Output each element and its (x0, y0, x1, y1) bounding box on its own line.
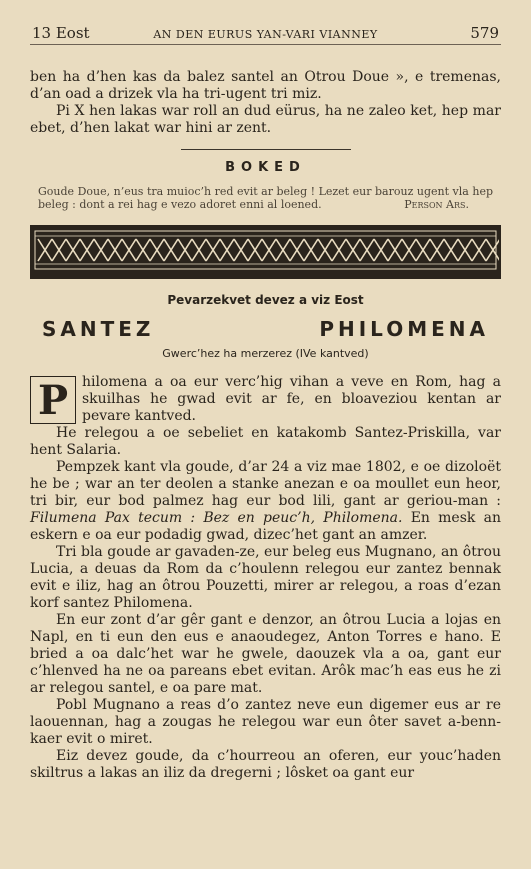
saint-subtitle: Gwerc’hez ha merzerez (IVe kantved) (162, 347, 369, 360)
knotwork-ornament (32, 227, 499, 273)
article-paragraph: hilomena a oa eur verc’hig vihan a veve en Rom, hag a skuilhas he gwad evit ar fe, en bloaveziou kentan ar pevare kantved. (82, 374, 501, 424)
article-paragraph: Pobl Mugnano a reas d’o zantez neve eun digemer eus ar re laouennan, hag a zougas he relegou war eun ôter savet a-benn-kaer evit o miret. (30, 697, 501, 747)
article-paragraph: Tri bla goude ar gavaden-ze, eur beleg eus Mugnano, an ôtrou Lucia, a deuas da Rom da c’houlenn relegou eur zantez bennak evit e iliz, hag an ôtrou Pouzetti, mirer ar relegou, a roas d’ezan korf santez Philomena. (30, 544, 501, 611)
saint-title-word: SANTEZ (42, 317, 155, 341)
paragraph-text: En mesk an eskern e oa eur podadig gwad, dizec’het gant an amzer. (30, 510, 501, 543)
decorative-banner (30, 225, 501, 279)
intro-text (30, 69, 501, 137)
intro-paragraph: Pi X hen lakas war roll an dud eürus, ha ne zaleo ket, hep mar ebet, d’hen lakat war hini ar zent. (30, 103, 501, 136)
boked-heading: BOKED (225, 160, 306, 175)
article-paragraph (30, 459, 501, 544)
article-paragraph: Eiz devez goude, da c’hourreou an oferen, eur youc’haden skiltrus a lakas an iliz da dregerni ; lôsket oa gant eur (30, 748, 501, 781)
saint-title (30, 317, 501, 341)
quote-attribution: Person Ars. (404, 198, 469, 211)
intro-paragraph: ben ha d’hen kas da balez santel an Otrou Doue », e tremenas, d’an oad a drizek vla ha tri-ugent tri miz. (30, 69, 501, 102)
article-paragraph: En eur zont d’ar gêr gant e denzor, an ôtrou Lucia a lojas en Napl, en ti eun den eus e anaoudegez, Anton Torres e hano. E bried a oa dalc’het war he gwele, daouzek vla a oa, gant eur c’hlenved ha ne oa pareans ebet evitan. Arôk mac’h eas eus he zi ar relegou santel, e oa pare mat. (30, 612, 501, 696)
drop-cap-letter: P (37, 376, 69, 424)
section-title: Pevarzekvet devez a viz Eost (167, 293, 364, 307)
running-head-title: AN DEN EURUS YAN-VARI VIANNEY (153, 28, 378, 41)
page-number: 579 (470, 24, 499, 42)
drop-cap (30, 376, 76, 424)
divider-rule (181, 149, 351, 150)
boked-quote (38, 185, 493, 211)
saint-title-word: PHILOMENA (319, 317, 489, 341)
paragraph-text: Pempzek kant vla goude, d’ar 24 a viz mae 1802, e oe dizoloët he be ; war an ter deolen a stanke anezan e oa moullet eun heor, tri bir, eur bod palmez hag eur bod lili, gant ar geriou-man : (30, 459, 501, 509)
running-head (30, 22, 501, 45)
quote-text: Goude Doue, n’eus tra muioc’h red evit ar beleg ! Lezet eur barouz ugent vla hep beleg : dont a rei hag e vezo adoret enni al loened. (38, 185, 493, 211)
article-body (30, 374, 501, 782)
running-head-date: 13 Eost (32, 24, 90, 42)
inscription-text: Filumena Pax tecum : Bez en peuc’h, Philomena. (30, 510, 403, 526)
article-paragraph: He relegou a oe sebeliet en katakomb Santez-Priskilla, var hent Salaria. (30, 425, 501, 458)
